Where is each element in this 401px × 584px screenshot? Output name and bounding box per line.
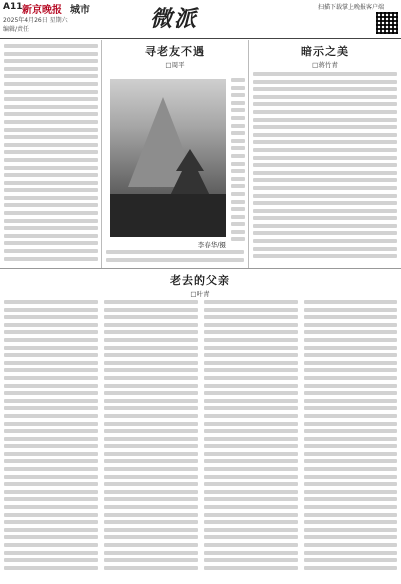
supplement-title: 微派 (150, 6, 199, 32)
main-article-body (106, 250, 244, 266)
right-article-headline: 暗示之美 (301, 45, 349, 58)
staff-credits: 编辑/责任 (3, 26, 30, 33)
app-promo-text: 扫描下载掌上晚报客户端 (317, 4, 384, 11)
text-lines (106, 250, 244, 262)
text-lines (231, 78, 245, 241)
right-article-body (253, 72, 397, 266)
column-divider (248, 40, 249, 268)
bottom-article-byline: □叶青 (190, 290, 210, 298)
column-divider (101, 40, 102, 268)
landscape-photo (110, 79, 226, 237)
section-divider (0, 268, 401, 269)
qr-code-icon[interactable] (376, 12, 398, 34)
text-lines (253, 72, 397, 258)
masthead (0, 0, 401, 38)
bottom-article-column-3 (204, 300, 298, 580)
bottom-article-column-2 (104, 300, 198, 580)
page-number: A11 (3, 2, 23, 12)
bottom-article-column-4 (304, 300, 397, 580)
foreground-shadow (110, 194, 226, 237)
text-lines (304, 300, 397, 570)
text-lines (4, 44, 98, 261)
main-article-side-text (231, 78, 245, 248)
bottom-article-column-1 (4, 300, 98, 580)
issue-date: 2025年4月26日 星期六 (3, 17, 68, 24)
left-column-text (4, 44, 98, 266)
paper-name: 新京晚报 (22, 5, 62, 16)
section-name: 城市 (70, 5, 90, 16)
right-article-byline: □蒋竹青 (312, 61, 338, 69)
main-article-headline: 寻老友不遇 (145, 45, 205, 58)
text-lines (104, 300, 198, 570)
bottom-article-headline: 老去的父亲 (170, 274, 230, 287)
masthead-rule (0, 38, 401, 39)
text-lines (4, 300, 98, 570)
text-lines (204, 300, 298, 570)
main-article-byline: □周平 (165, 61, 185, 69)
photo-caption: 李春华/摄 (197, 241, 226, 249)
